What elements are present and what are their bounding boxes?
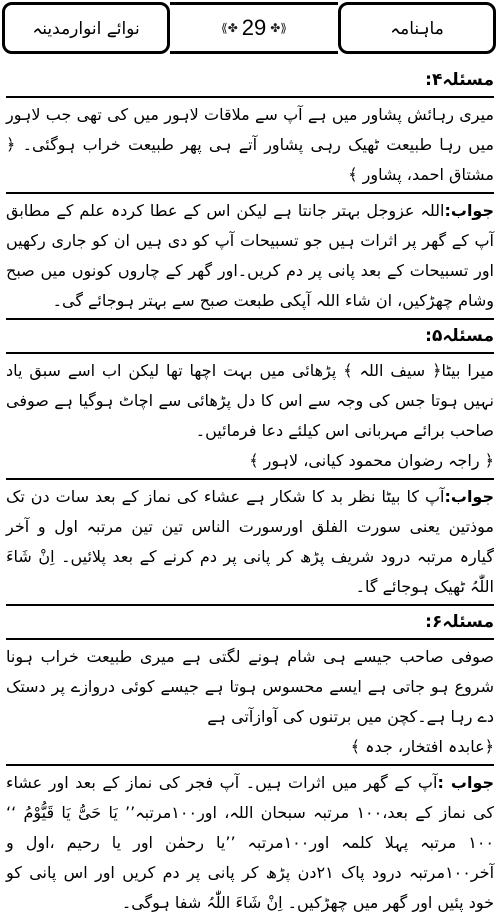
question-text: صوفی صاحب جیسے ہی شام ہونے لگتی ہے میری طبیعت خراب ہونا شروع ہو جاتی ہے ایسے محسوس ہوتا ہے جیسے کوئی دروازے پر دستک دے رہا ہے۔کچن میں برتنوں کی آوازآتی ہے [6,647,494,726]
section-heading: مسئلہ۴: [425,70,494,90]
month-label-box [338,2,496,54]
divider [6,318,494,320]
question-text: میرا بیٹا﴿ سیف اللہ ﴾ پڑھائی میں بہت اچھا تھا لیکن اب اسے سبق یاد نہیں ہوتا جس کی وجہ سے اس کا دل پڑھائی سے اچاٹ ہوگیا ہے صوفی صاحب برائے مہربانی اس کیلئے دعا فرمائیں۔ [6,361,494,440]
divider [6,478,494,480]
ornament-icon: ✤⟫ [270,21,287,35]
magazine-name: نوائے انوارمدینہ [32,18,140,39]
article-body [6,64,494,918]
magazine-name-box [2,2,170,54]
month-label: ماہنامہ [390,18,444,39]
page-header [2,2,496,60]
answer-text: جواب:آپ کا بیٹا نظر بد کا شکار ہے عشاء کی نماز کے بعد سات دن تک موذتین یعنی سورت الفلق اورسورت الناس تین تین مرتبہ اول و آخر گیارہ مرتبہ درود شریف پڑھ کر پانی پر دم کرنے کے بعد پلائیں۔ اِنْ شَاءَ اللّٰہُ ٹھیک ہوجائے گا۔ [6,487,494,596]
answer-text: جواب :آپ کے گھر میں اثرات ہیں۔ آپ فجر کی نماز کے بعد اور عشاء کی نماز کے بعد،۱۰۰ مرتبہ سبحان اللہ، اور۱۰۰مرتبہ’’ یَا حَیُّ یَا قَیُّوْمُ ‘‘ ۱۰۰ مرتبہ پہلا کلمہ اور۱۰۰مرتبہ ’’یا رحمٰن اور یا رحیم ،اول و آخر۱۰۰مرتبہ درود پاک ۲۱دن پڑھ کر پانی پر دم کریں اور اس پانی کو خود پئیں اور گھر میں چھڑکیں۔ اِنْ شَاءَ اللّٰہُ شفا ہوگی۔ [6,773,495,912]
divider [6,352,494,354]
issue-section [6,322,494,602]
answer-label: جواب: [444,487,494,506]
divider [6,638,494,640]
page-number: 29 [241,15,267,40]
divider [6,96,494,98]
divider [6,764,494,766]
answer-label: جواب: [444,201,494,220]
issue-section [6,608,494,918]
answer-label: جواب : [437,773,495,792]
divider [6,192,494,194]
ornament-icon: ⟪✤ [221,21,238,35]
section-heading: مسئلہ۵: [425,326,494,346]
page-number-band [170,2,338,54]
signature: ﴿ مشتاق احمد، پشاور ﴾ [6,135,494,184]
issue-section [6,66,494,316]
question-text: میری رہائش پشاور میں ہے آپ سے ملاقات لاہور میں کی تھی جب لاہور میں رہا طبیعت ٹھیک رہی پشاور آتے ہی پھر طبیعت خراب ہوگئی۔ ﴿ مشتاق احمد، پشاور ﴾ [6,105,494,184]
signature: ﴿ راجہ رضوان محمود کیانی، لاہور ﴾ [249,451,494,470]
section-heading: مسئلہ۶: [425,612,494,632]
signature: ﴿عابدہ افتخار، جدہ ﴾ [350,737,494,756]
divider [6,604,494,606]
answer-text: جواب:اللہ عزوجل بہتر جانتا ہے لیکن اس کے عطا کردہ علم کے مطابق آپ کے گھر پر اثرات ہیں جو تسبیحات آپ کو دی ہیں ان کو جاری رکھیں اور تسبیحات کے بعد پانی پر دم کریں۔اور گھر کے چاروں کونوں میں صبح وشام چھڑکیں، ان شاء اللہ آپکی طبعت صبح سے بہتر ہوجائے گی۔ [6,201,494,310]
